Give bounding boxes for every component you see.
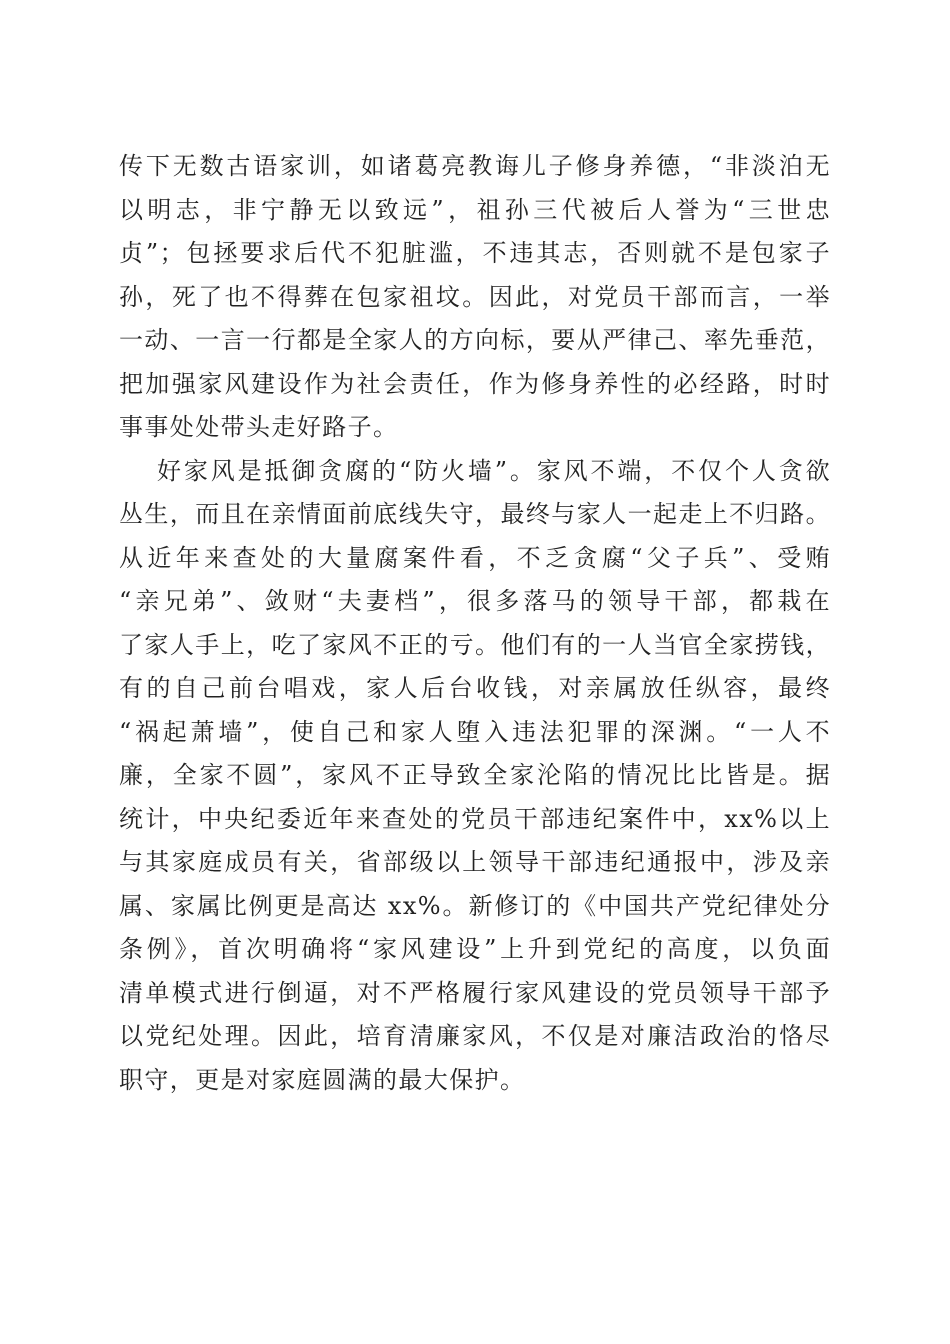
text-line: 属、家属比例更是高达 xx%。新修订的《中国共产党纪律处分 bbox=[119, 891, 831, 920]
text-line: 了家人手上，吃了家风不正的亏。他们有的一人当官全家捞钱， bbox=[119, 630, 831, 659]
text-line: 传下无数古语家训，如诸葛亮教诲儿子修身养德，“非淡泊无 bbox=[119, 152, 831, 180]
text-line: 以明志，非宁静无以致远”，祖孙三代被后人誉为“三世忠 bbox=[119, 195, 831, 224]
paragraph-1 bbox=[119, 145, 831, 450]
paragraph-2 bbox=[119, 450, 831, 1103]
text-line: 廉，全家不圆”，家风不正导致全家沦陷的情况比比皆是。据 bbox=[119, 761, 831, 789]
text-line: “亲兄弟”、敛财“夫妻档”，很多落马的领导干部，都栽在 bbox=[119, 587, 831, 615]
text-line: 职守，更是对家庭圆满的最大保护。 bbox=[119, 1065, 526, 1094]
text-line: 把加强家风建设作为社会责任，作为修身养性的必经路，时时 bbox=[119, 369, 831, 398]
text-line: 从近年来查处的大量腐案件看，不乏贪腐“父子兵”、受贿 bbox=[119, 543, 831, 572]
text-line: 贞”；包拯要求后代不犯脏滥，不违其志，否则就不是包家子 bbox=[119, 239, 831, 267]
text-line: 好家风是抵御贪腐的“防火墙”。家风不端，不仅个人贪欲 bbox=[157, 456, 831, 485]
text-line: 孙，死了也不得葬在包家祖坟。因此，对党员干部而言，一举 bbox=[119, 282, 831, 311]
text-line: “祸起萧墙”，使自己和家人堕入违法犯罪的深渊。“一人不 bbox=[119, 717, 831, 746]
text-line: 统计，中央纪委近年来查处的党员干部违纪案件中，xx%以上 bbox=[119, 804, 831, 833]
text-line: 以党纪处理。因此，培育清廉家风，不仅是对廉洁政治的恪尽 bbox=[119, 1022, 831, 1050]
body-text bbox=[119, 145, 831, 1102]
text-line: 有的自己前台唱戏，家人后台收钱，对亲属放任纵容，最终 bbox=[119, 674, 831, 702]
text-line: 事事处处带头走好路子。 bbox=[119, 413, 399, 441]
text-line: 丛生，而且在亲情面前底线失守，最终与家人一起走上不归路。 bbox=[119, 500, 831, 528]
text-line: 一动、一言一行都是全家人的方向标，要从严律己、率先垂范， bbox=[119, 326, 831, 354]
text-line: 与其家庭成员有关，省部级以上领导干部违纪通报中，涉及亲 bbox=[119, 848, 831, 876]
text-line: 清单模式进行倒逼，对不严格履行家风建设的党员领导干部予 bbox=[119, 978, 831, 1007]
text-line: 条例》，首次明确将“家风建设”上升到党纪的高度，以负面 bbox=[119, 935, 831, 963]
